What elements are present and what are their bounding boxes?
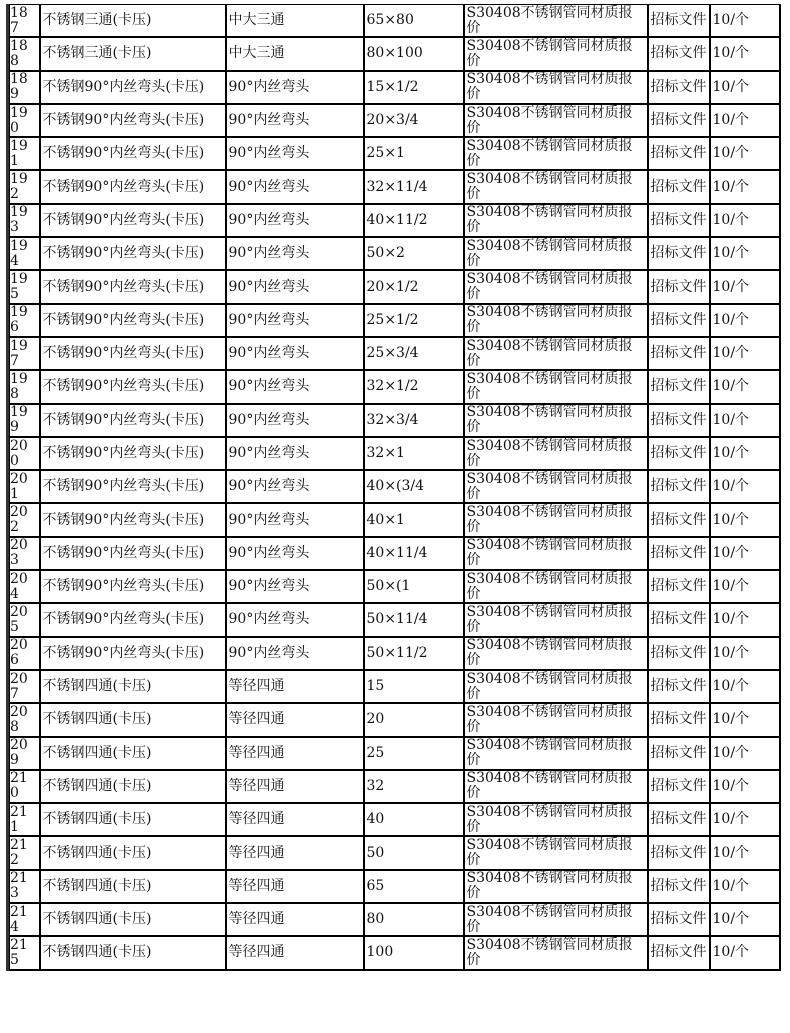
material-note-cell: S30408不锈钢管同材质报价 — [464, 37, 648, 70]
item-name-cell: 不锈钢90°内丝弯头(卡压) — [40, 270, 226, 303]
size-cell: 40 — [364, 803, 464, 836]
unit-price-cell: 10/个 — [710, 370, 780, 403]
row-number-cell: 208 — [10, 703, 40, 736]
size-cell: 50×(1 — [364, 570, 464, 603]
size-cell: 40×11/2 — [364, 204, 464, 237]
spec-cell: 90°内丝弯头 — [226, 237, 364, 270]
material-note-cell: S30408不锈钢管同材质报价 — [464, 204, 648, 237]
material-note-cell: S30408不锈钢管同材质报价 — [464, 770, 648, 803]
size-cell: 15 — [364, 670, 464, 703]
material-note-cell: S30408不锈钢管同材质报价 — [464, 670, 648, 703]
material-note-cell: S30408不锈钢管同材质报价 — [464, 170, 648, 203]
material-note-cell: S30408不锈钢管同材质报价 — [464, 803, 648, 836]
size-cell: 50×2 — [364, 237, 464, 270]
basis-cell: 招标文件 — [648, 404, 710, 437]
basis-cell: 招标文件 — [648, 670, 710, 703]
row-number-cell: 192 — [10, 170, 40, 203]
row-number-cell: 214 — [10, 903, 40, 936]
spec-cell: 90°内丝弯头 — [226, 71, 364, 104]
row-number-cell: 203 — [10, 537, 40, 570]
item-name-cell: 不锈钢四通(卡压) — [40, 936, 226, 969]
basis-cell: 招标文件 — [648, 237, 710, 270]
size-cell: 65 — [364, 870, 464, 903]
row-number-cell: 212 — [10, 836, 40, 869]
basis-cell: 招标文件 — [648, 304, 710, 337]
size-cell: 50×11/2 — [364, 637, 464, 670]
size-cell: 100 — [364, 936, 464, 969]
item-name-cell: 不锈钢90°内丝弯头(卡压) — [40, 603, 226, 636]
material-note-cell: S30408不锈钢管同材质报价 — [464, 437, 648, 470]
table-row — [10, 270, 780, 303]
row-number-cell: 201 — [10, 470, 40, 503]
basis-cell: 招标文件 — [648, 204, 710, 237]
unit-price-cell: 10/个 — [710, 936, 780, 969]
table-row — [10, 670, 780, 703]
size-cell: 25×1/2 — [364, 304, 464, 337]
size-cell: 32×1/2 — [364, 370, 464, 403]
row-number-cell: 195 — [10, 270, 40, 303]
spec-cell: 90°内丝弯头 — [226, 170, 364, 203]
row-number-cell: 194 — [10, 237, 40, 270]
row-number-cell: 191 — [10, 137, 40, 170]
table-row — [10, 936, 780, 969]
unit-price-cell: 10/个 — [710, 870, 780, 903]
item-name-cell: 不锈钢四通(卡压) — [40, 670, 226, 703]
row-number-cell: 199 — [10, 404, 40, 437]
row-number-cell: 188 — [10, 37, 40, 70]
material-note-cell: S30408不锈钢管同材质报价 — [464, 137, 648, 170]
item-name-cell: 不锈钢四通(卡压) — [40, 703, 226, 736]
size-cell: 25×1 — [364, 137, 464, 170]
basis-cell: 招标文件 — [648, 703, 710, 736]
item-name-cell: 不锈钢90°内丝弯头(卡压) — [40, 137, 226, 170]
unit-price-cell: 10/个 — [710, 570, 780, 603]
table-row — [10, 170, 780, 203]
basis-cell: 招标文件 — [648, 537, 710, 570]
row-number-cell: 187 — [10, 5, 40, 38]
row-number-cell: 202 — [10, 503, 40, 536]
spec-cell: 等径四通 — [226, 936, 364, 969]
unit-price-cell: 10/个 — [710, 337, 780, 370]
row-number-cell: 204 — [10, 570, 40, 603]
table-row — [10, 870, 780, 903]
spec-cell: 90°内丝弯头 — [226, 437, 364, 470]
unit-price-cell: 10/个 — [710, 670, 780, 703]
table-row — [10, 637, 780, 670]
unit-price-cell: 10/个 — [710, 237, 780, 270]
item-name-cell: 不锈钢四通(卡压) — [40, 737, 226, 770]
row-number-cell: 215 — [10, 936, 40, 969]
basis-cell: 招标文件 — [648, 803, 710, 836]
size-cell: 50 — [364, 836, 464, 869]
material-note-cell: S30408不锈钢管同材质报价 — [464, 370, 648, 403]
item-name-cell: 不锈钢90°内丝弯头(卡压) — [40, 537, 226, 570]
row-number-cell: 190 — [10, 104, 40, 137]
basis-cell: 招标文件 — [648, 570, 710, 603]
material-note-cell: S30408不锈钢管同材质报价 — [464, 637, 648, 670]
table-row — [10, 836, 780, 869]
item-name-cell: 不锈钢90°内丝弯头(卡压) — [40, 470, 226, 503]
unit-price-cell: 10/个 — [710, 737, 780, 770]
price-table-sheet — [6, 4, 787, 971]
table-row — [10, 137, 780, 170]
size-cell: 20×3/4 — [364, 104, 464, 137]
spec-cell: 等径四通 — [226, 670, 364, 703]
table-row — [10, 5, 780, 38]
basis-cell: 招标文件 — [648, 370, 710, 403]
table-row — [10, 470, 780, 503]
material-note-cell: S30408不锈钢管同材质报价 — [464, 870, 648, 903]
spec-cell: 90°内丝弯头 — [226, 304, 364, 337]
row-number-cell: 189 — [10, 71, 40, 104]
material-note-cell: S30408不锈钢管同材质报价 — [464, 503, 648, 536]
item-name-cell: 不锈钢90°内丝弯头(卡压) — [40, 304, 226, 337]
table-row — [10, 204, 780, 237]
size-cell: 32×3/4 — [364, 404, 464, 437]
price-table-body — [10, 5, 780, 970]
unit-price-cell: 10/个 — [710, 404, 780, 437]
table-row — [10, 503, 780, 536]
item-name-cell: 不锈钢90°内丝弯头(卡压) — [40, 637, 226, 670]
size-cell: 40×1 — [364, 503, 464, 536]
item-name-cell: 不锈钢四通(卡压) — [40, 803, 226, 836]
basis-cell: 招标文件 — [648, 503, 710, 536]
table-row — [10, 803, 780, 836]
table-row — [10, 304, 780, 337]
basis-cell: 招标文件 — [648, 37, 710, 70]
size-cell: 65×80 — [364, 5, 464, 38]
unit-price-cell: 10/个 — [710, 637, 780, 670]
material-note-cell: S30408不锈钢管同材质报价 — [464, 470, 648, 503]
material-note-cell: S30408不锈钢管同材质报价 — [464, 237, 648, 270]
unit-price-cell: 10/个 — [710, 137, 780, 170]
spec-cell: 90°内丝弯头 — [226, 204, 364, 237]
basis-cell: 招标文件 — [648, 936, 710, 969]
material-note-cell: S30408不锈钢管同材质报价 — [464, 570, 648, 603]
unit-price-cell: 10/个 — [710, 304, 780, 337]
size-cell: 20 — [364, 703, 464, 736]
basis-cell: 招标文件 — [648, 603, 710, 636]
row-number-cell: 206 — [10, 637, 40, 670]
table-row — [10, 404, 780, 437]
basis-cell: 招标文件 — [648, 437, 710, 470]
basis-cell: 招标文件 — [648, 737, 710, 770]
basis-cell: 招标文件 — [648, 637, 710, 670]
row-number-cell: 213 — [10, 870, 40, 903]
size-cell: 15×1/2 — [364, 71, 464, 104]
basis-cell: 招标文件 — [648, 137, 710, 170]
spec-cell: 90°内丝弯头 — [226, 570, 364, 603]
unit-price-cell: 10/个 — [710, 204, 780, 237]
basis-cell: 招标文件 — [648, 270, 710, 303]
spec-cell: 90°内丝弯头 — [226, 637, 364, 670]
table-row — [10, 570, 780, 603]
spec-cell: 90°内丝弯头 — [226, 537, 364, 570]
item-name-cell: 不锈钢90°内丝弯头(卡压) — [40, 404, 226, 437]
material-note-cell: S30408不锈钢管同材质报价 — [464, 903, 648, 936]
unit-price-cell: 10/个 — [710, 5, 780, 38]
basis-cell: 招标文件 — [648, 470, 710, 503]
basis-cell: 招标文件 — [648, 836, 710, 869]
size-cell: 32×1 — [364, 437, 464, 470]
size-cell: 20×1/2 — [364, 270, 464, 303]
row-number-cell: 207 — [10, 670, 40, 703]
table-row — [10, 537, 780, 570]
item-name-cell: 不锈钢90°内丝弯头(卡压) — [40, 370, 226, 403]
spec-cell: 等径四通 — [226, 870, 364, 903]
table-row — [10, 104, 780, 137]
spec-cell: 等径四通 — [226, 770, 364, 803]
size-cell: 80 — [364, 903, 464, 936]
spec-cell: 90°内丝弯头 — [226, 503, 364, 536]
price-table — [9, 4, 781, 971]
spec-cell: 等径四通 — [226, 803, 364, 836]
material-note-cell: S30408不锈钢管同材质报价 — [464, 304, 648, 337]
size-cell: 25×3/4 — [364, 337, 464, 370]
basis-cell: 招标文件 — [648, 337, 710, 370]
table-row — [10, 237, 780, 270]
item-name-cell: 不锈钢90°内丝弯头(卡压) — [40, 503, 226, 536]
spec-cell: 90°内丝弯头 — [226, 370, 364, 403]
item-name-cell: 不锈钢90°内丝弯头(卡压) — [40, 437, 226, 470]
item-name-cell: 不锈钢90°内丝弯头(卡压) — [40, 170, 226, 203]
spec-cell: 中大三通 — [226, 5, 364, 38]
item-name-cell: 不锈钢90°内丝弯头(卡压) — [40, 570, 226, 603]
spec-cell: 90°内丝弯头 — [226, 470, 364, 503]
spec-cell: 90°内丝弯头 — [226, 337, 364, 370]
unit-price-cell: 10/个 — [710, 770, 780, 803]
spec-cell: 等径四通 — [226, 836, 364, 869]
spec-cell: 90°内丝弯头 — [226, 404, 364, 437]
table-row — [10, 903, 780, 936]
unit-price-cell: 10/个 — [710, 836, 780, 869]
size-cell: 25 — [364, 737, 464, 770]
size-cell: 40×(3/4 — [364, 470, 464, 503]
table-row — [10, 37, 780, 70]
size-cell: 32×11/4 — [364, 170, 464, 203]
spec-cell: 等径四通 — [226, 737, 364, 770]
material-note-cell: S30408不锈钢管同材质报价 — [464, 337, 648, 370]
unit-price-cell: 10/个 — [710, 37, 780, 70]
table-row — [10, 603, 780, 636]
row-number-cell: 197 — [10, 337, 40, 370]
unit-price-cell: 10/个 — [710, 537, 780, 570]
item-name-cell: 不锈钢90°内丝弯头(卡压) — [40, 337, 226, 370]
basis-cell: 招标文件 — [648, 170, 710, 203]
row-number-cell: 200 — [10, 437, 40, 470]
table-row — [10, 71, 780, 104]
basis-cell: 招标文件 — [648, 71, 710, 104]
material-note-cell: S30408不锈钢管同材质报价 — [464, 603, 648, 636]
material-note-cell: S30408不锈钢管同材质报价 — [464, 104, 648, 137]
material-note-cell: S30408不锈钢管同材质报价 — [464, 71, 648, 104]
material-note-cell: S30408不锈钢管同材质报价 — [464, 5, 648, 38]
table-row — [10, 370, 780, 403]
item-name-cell: 不锈钢90°内丝弯头(卡压) — [40, 71, 226, 104]
basis-cell: 招标文件 — [648, 5, 710, 38]
table-row — [10, 437, 780, 470]
spec-cell: 90°内丝弯头 — [226, 137, 364, 170]
row-number-cell: 209 — [10, 737, 40, 770]
table-row — [10, 737, 780, 770]
item-name-cell: 不锈钢四通(卡压) — [40, 836, 226, 869]
unit-price-cell: 10/个 — [710, 104, 780, 137]
item-name-cell: 不锈钢90°内丝弯头(卡压) — [40, 204, 226, 237]
size-cell: 80×100 — [364, 37, 464, 70]
material-note-cell: S30408不锈钢管同材质报价 — [464, 737, 648, 770]
unit-price-cell: 10/个 — [710, 170, 780, 203]
row-number-cell: 211 — [10, 803, 40, 836]
table-row — [10, 337, 780, 370]
unit-price-cell: 10/个 — [710, 703, 780, 736]
material-note-cell: S30408不锈钢管同材质报价 — [464, 537, 648, 570]
item-name-cell: 不锈钢三通(卡压) — [40, 37, 226, 70]
row-number-cell: 210 — [10, 770, 40, 803]
size-cell: 50×11/4 — [364, 603, 464, 636]
spec-cell: 中大三通 — [226, 37, 364, 70]
spec-cell: 等径四通 — [226, 903, 364, 936]
size-cell: 32 — [364, 770, 464, 803]
item-name-cell: 不锈钢四通(卡压) — [40, 903, 226, 936]
unit-price-cell: 10/个 — [710, 603, 780, 636]
material-note-cell: S30408不锈钢管同材质报价 — [464, 703, 648, 736]
basis-cell: 招标文件 — [648, 870, 710, 903]
spec-cell: 90°内丝弯头 — [226, 603, 364, 636]
item-name-cell: 不锈钢四通(卡压) — [40, 770, 226, 803]
size-cell: 40×11/4 — [364, 537, 464, 570]
row-number-cell: 196 — [10, 304, 40, 337]
row-number-cell: 205 — [10, 603, 40, 636]
basis-cell: 招标文件 — [648, 770, 710, 803]
spec-cell: 90°内丝弯头 — [226, 104, 364, 137]
unit-price-cell: 10/个 — [710, 270, 780, 303]
item-name-cell: 不锈钢四通(卡压) — [40, 870, 226, 903]
basis-cell: 招标文件 — [648, 104, 710, 137]
unit-price-cell: 10/个 — [710, 437, 780, 470]
row-number-cell: 193 — [10, 204, 40, 237]
material-note-cell: S30408不锈钢管同材质报价 — [464, 270, 648, 303]
unit-price-cell: 10/个 — [710, 503, 780, 536]
spec-cell: 90°内丝弯头 — [226, 270, 364, 303]
material-note-cell: S30408不锈钢管同材质报价 — [464, 836, 648, 869]
table-row — [10, 770, 780, 803]
unit-price-cell: 10/个 — [710, 803, 780, 836]
unit-price-cell: 10/个 — [710, 903, 780, 936]
spec-cell: 等径四通 — [226, 703, 364, 736]
table-row — [10, 703, 780, 736]
unit-price-cell: 10/个 — [710, 470, 780, 503]
basis-cell: 招标文件 — [648, 903, 710, 936]
item-name-cell: 不锈钢90°内丝弯头(卡压) — [40, 104, 226, 137]
row-number-cell: 198 — [10, 370, 40, 403]
material-note-cell: S30408不锈钢管同材质报价 — [464, 404, 648, 437]
item-name-cell: 不锈钢90°内丝弯头(卡压) — [40, 237, 226, 270]
item-name-cell: 不锈钢三通(卡压) — [40, 5, 226, 38]
material-note-cell: S30408不锈钢管同材质报价 — [464, 936, 648, 969]
unit-price-cell: 10/个 — [710, 71, 780, 104]
